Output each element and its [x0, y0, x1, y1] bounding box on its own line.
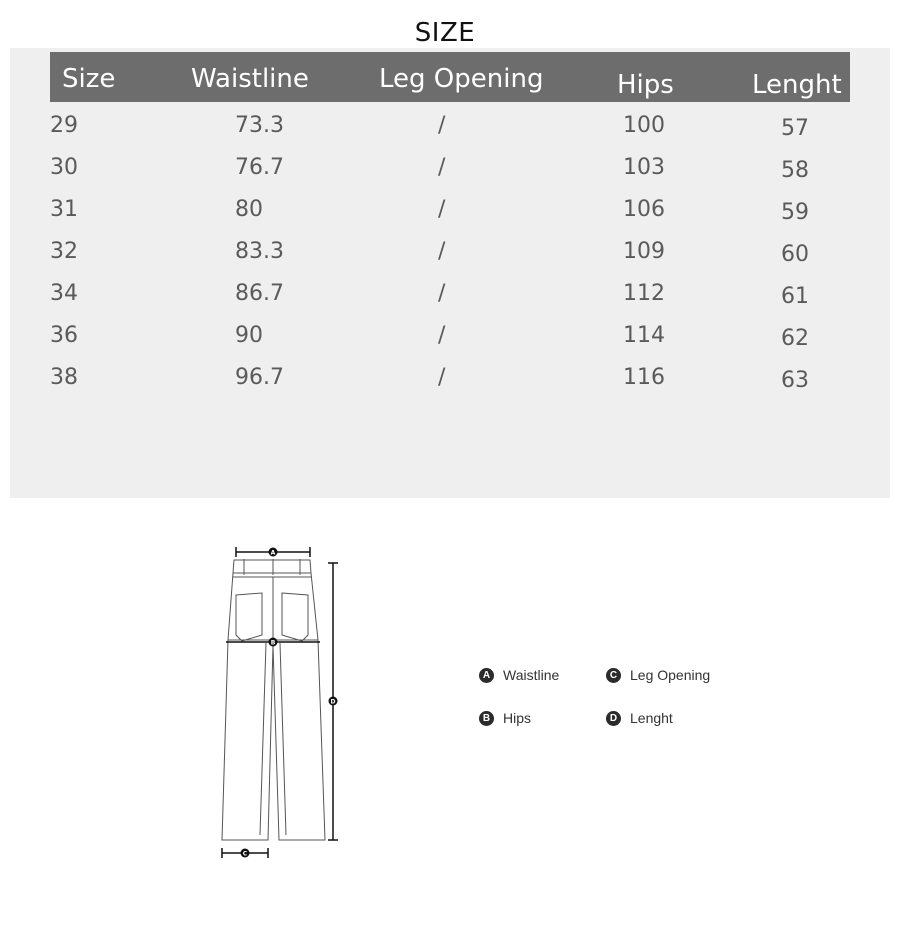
- cell-hips: 106: [623, 197, 665, 222]
- cell-hips: 114: [623, 323, 665, 348]
- cell-leg-opening: /: [438, 155, 446, 180]
- size-table-panel: [10, 48, 890, 498]
- cell-hips: 112: [623, 281, 665, 306]
- cell-hips: 103: [623, 155, 665, 180]
- cell-leg-opening: /: [438, 113, 446, 138]
- cell-leg-opening: /: [438, 323, 446, 348]
- cell-length: 63: [781, 368, 809, 393]
- cell-length: 59: [781, 200, 809, 225]
- cell-length: 61: [781, 284, 809, 309]
- marker-letter: B: [270, 639, 276, 647]
- cell-waistline: 90: [235, 323, 263, 348]
- badge-a-icon: A: [479, 668, 494, 683]
- legend-label: Leg Opening: [630, 667, 711, 683]
- cell-length: 57: [781, 116, 809, 141]
- cell-size: 32: [50, 239, 78, 264]
- cell-leg-opening: /: [438, 239, 446, 264]
- cell-size: 30: [50, 155, 78, 180]
- header-waistline: Waistline: [191, 64, 309, 94]
- cell-waistline: 73.3: [235, 113, 284, 138]
- header-leg-opening: Leg Opening: [379, 64, 544, 94]
- cell-size: 29: [50, 113, 78, 138]
- cell-hips: 109: [623, 239, 665, 264]
- cell-length: 60: [781, 242, 809, 267]
- cell-hips: 116: [623, 365, 665, 390]
- cell-size: 31: [50, 197, 78, 222]
- badge-c-icon: C: [606, 668, 621, 683]
- marker-letter: C: [242, 850, 248, 858]
- cell-size: 36: [50, 323, 78, 348]
- cell-waistline: 96.7: [235, 365, 284, 390]
- cell-leg-opening: /: [438, 365, 446, 390]
- cell-waistline: 86.7: [235, 281, 284, 306]
- cell-size: 34: [50, 281, 78, 306]
- legend-item-hips: [479, 710, 531, 726]
- cell-waistline: 76.7: [235, 155, 284, 180]
- cell-length: 62: [781, 326, 809, 351]
- pants-outline: [222, 559, 325, 840]
- header-size: Size: [62, 64, 116, 94]
- cell-length: 58: [781, 158, 809, 183]
- badge-d-icon: D: [606, 711, 621, 726]
- cell-hips: 100: [623, 113, 665, 138]
- legend-item-waistline: [479, 667, 559, 683]
- cell-leg-opening: /: [438, 197, 446, 222]
- legend-label: Hips: [503, 710, 532, 726]
- legend-item-leg-opening: [606, 667, 710, 683]
- size-chart-title: SIZE: [414, 18, 476, 48]
- cell-waistline: 83.3: [235, 239, 284, 264]
- legend-label: Waistline: [503, 667, 560, 683]
- cell-waistline: 80: [235, 197, 263, 222]
- pants-measurement-diagram: [200, 535, 350, 865]
- cell-size: 38: [50, 365, 78, 390]
- header-hips: Hips: [617, 70, 674, 100]
- cell-leg-opening: /: [438, 281, 446, 306]
- marker-letter: A: [270, 549, 276, 557]
- table-header-row: [50, 52, 850, 102]
- legend-item-length: [606, 710, 673, 726]
- marker-letter: D: [330, 698, 336, 706]
- legend-label: Lenght: [630, 710, 673, 726]
- header-length: Lenght: [752, 70, 842, 100]
- badge-b-icon: B: [479, 711, 494, 726]
